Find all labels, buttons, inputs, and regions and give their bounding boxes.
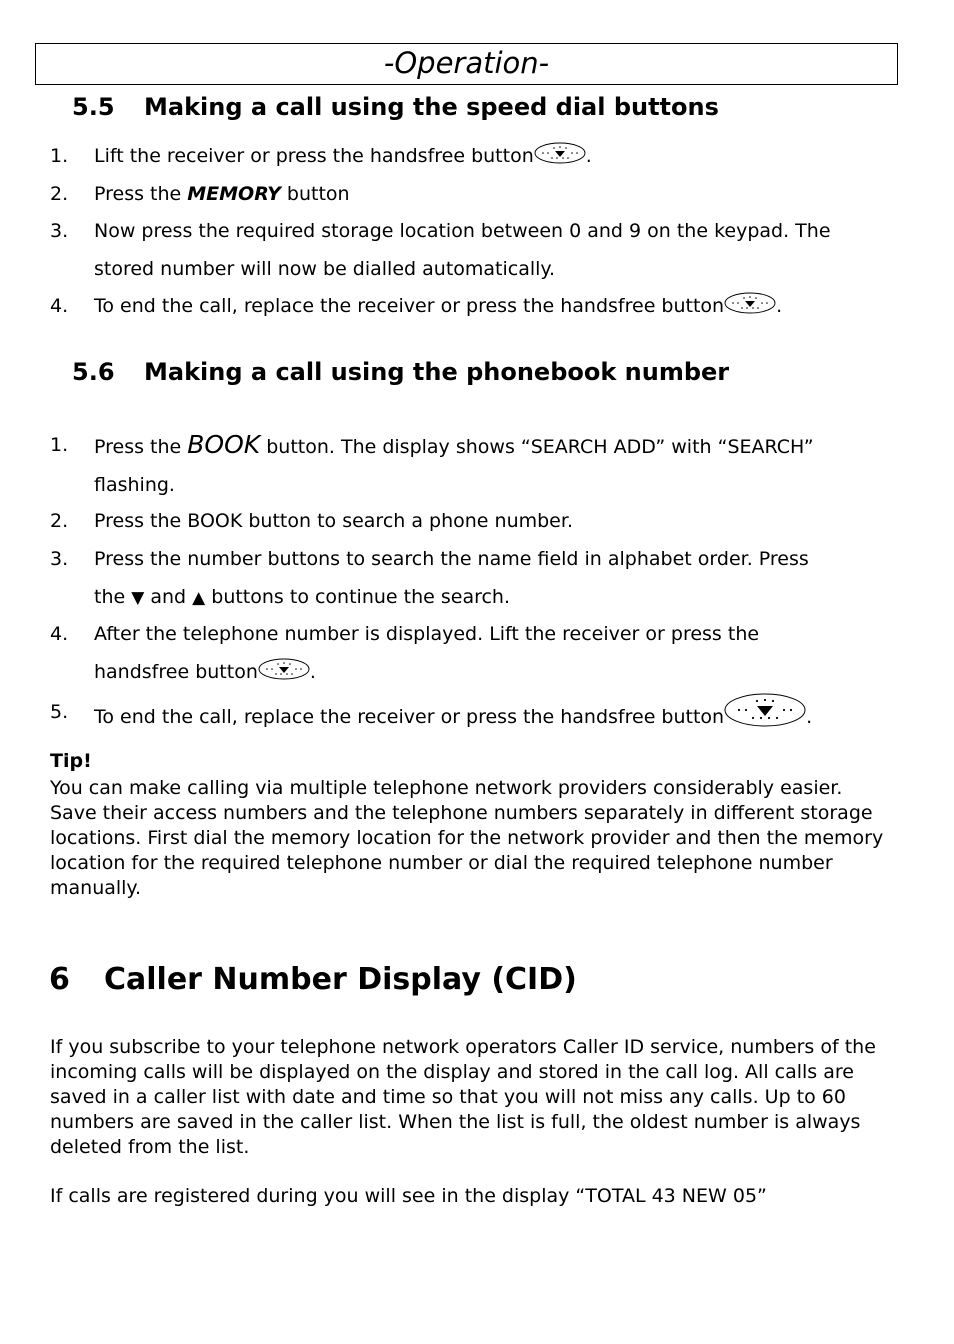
list-number: 2. (50, 183, 69, 205)
list-number: 2. (50, 510, 69, 532)
list-text-mid: and (144, 586, 193, 608)
handsfree-button-icon (724, 292, 776, 314)
list-number: 4. (50, 295, 69, 317)
memory-button-label: MEMORY (187, 183, 281, 205)
section-5-6-heading (72, 358, 729, 386)
section-number: 5.6 (72, 358, 115, 386)
list-text: To end the call, replace the receiver or press the handsfree button (94, 295, 725, 317)
section-number: 5.5 (72, 93, 115, 121)
list-text: After the telephone number is displayed. Lift the receiver or press the (94, 623, 760, 645)
up-arrow-icon: ▲ (192, 588, 206, 608)
section-number: 6 (49, 962, 70, 997)
list-text-line2: flashing. (94, 474, 175, 496)
list-text-end: . (806, 706, 813, 728)
section-title: Making a call using the speed dial buttons (144, 93, 719, 121)
down-arrow-icon: ▼ (131, 588, 145, 608)
list-text: Now press the required storage location between 0 and 9 on the keypad. The (94, 220, 831, 242)
list-text: To end the call, replace the receiver or press the handsfree button (94, 706, 725, 728)
list-text-end: . (309, 661, 316, 683)
list-number: 3. (50, 548, 69, 570)
list-text: Press the (94, 183, 188, 205)
list-number: 3. (50, 220, 69, 242)
list-text: Press the BOOK button to search a phone number. (94, 510, 573, 532)
list-text-line2: handsfree button (94, 661, 258, 683)
list-text-line2: the (94, 586, 132, 608)
page-header-title: -Operation- (383, 46, 550, 80)
list-text-cont: button. The display shows “SEARCH ADD” with “SEARCH” (260, 436, 814, 458)
list-text: Press the (94, 436, 188, 458)
tip-text: You can make calling via multiple telephone network providers considerably easier. Save their access numbers and the telephone numbers separately in different storage locations. First dial the memory location for the network provider and then the memory location for the required telephone number or dial the required telephone number manually. (50, 777, 884, 899)
cid-paragraph-2: If calls are registered during you will see in the display “TOTAL 43 NEW 05” (50, 1185, 767, 1207)
cid-paragraph-1: If you subscribe to your telephone network operators Caller ID service, numbers of the incoming calls will be displayed on the display and stored in the call log. All calls are saved in a caller list with date and time so that you will not miss any calls. Up to 60 numbers are saved in the caller list. When the list is full, the oldest number is always deleted from the list. (50, 1036, 876, 1158)
list-text-end: buttons to continue the search. (205, 586, 511, 608)
handsfree-button-icon (724, 693, 806, 727)
page-header (35, 43, 898, 85)
list-text-end: . (585, 145, 592, 167)
list-text: Press the number buttons to search the name field in alphabet order. Press (94, 548, 809, 570)
list-number: 1. (50, 145, 69, 167)
list-number: 5. (50, 701, 69, 723)
section-5-5-heading (72, 93, 719, 121)
handsfree-button-icon (258, 658, 310, 680)
section-title: Making a call using the phonebook number (144, 358, 730, 386)
list-number: 4. (50, 623, 69, 645)
list-number: 1. (50, 434, 69, 456)
section-6-heading (49, 962, 577, 997)
book-button-label: BOOK (187, 430, 261, 459)
list-text-line2: stored number will now be dialled automatically. (94, 258, 555, 280)
list-text-end: . (776, 295, 783, 317)
list-text-end: button (280, 183, 350, 205)
tip-label: Tip! (50, 750, 92, 772)
section-title: Caller Number Display (CID) (104, 962, 577, 997)
handsfree-button-icon (534, 142, 586, 164)
list-text: Lift the receiver or press the handsfree button (94, 145, 534, 167)
